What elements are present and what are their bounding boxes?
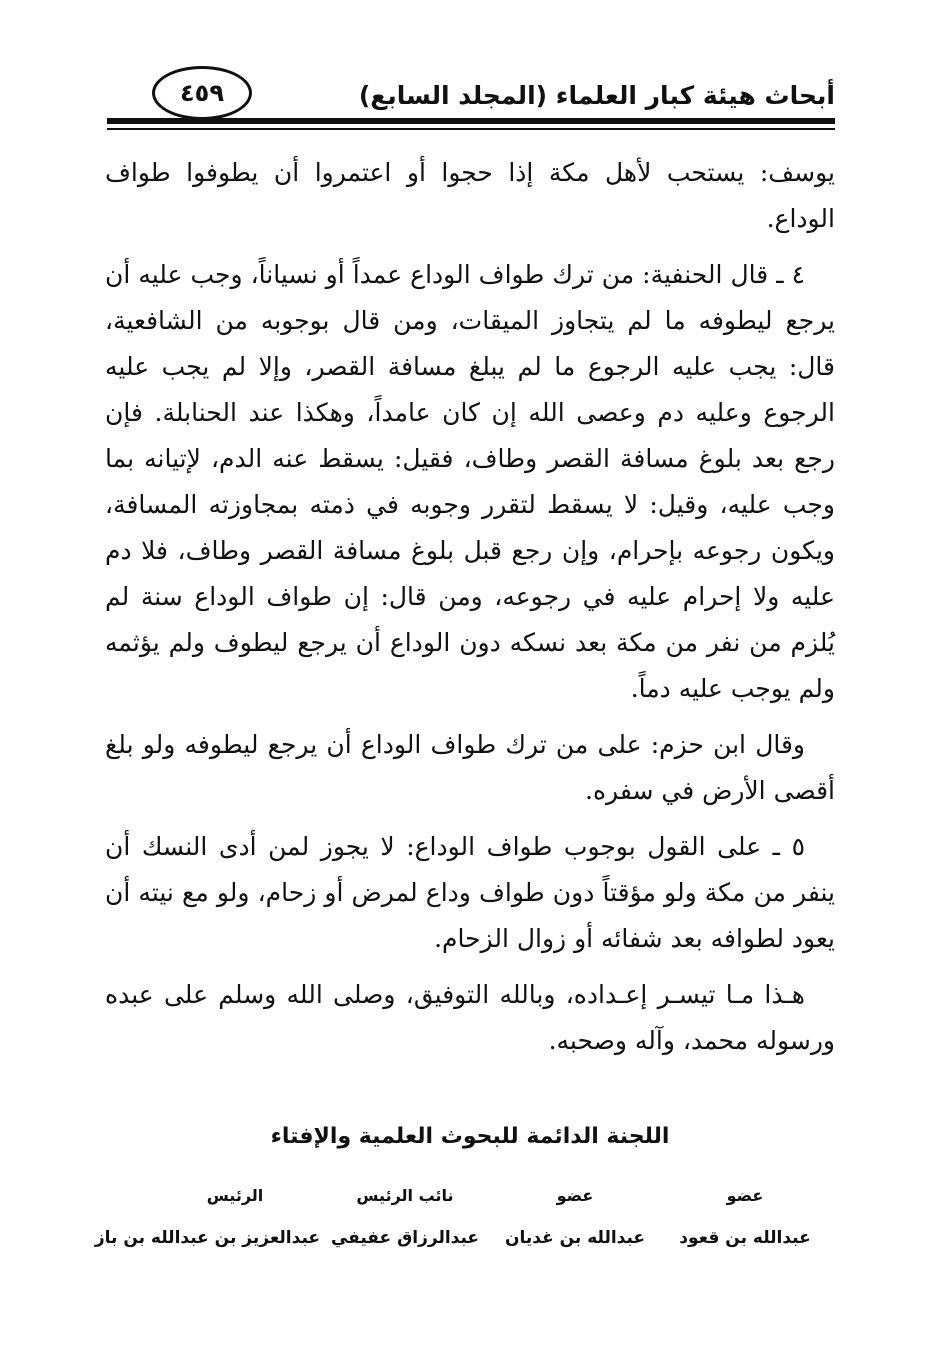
paragraph-5: هـذا مـا تيسـر إعـداده، وبالله التوفيق، وصلى الله وسلم على عبده ورسوله محمد، وآله وصحبه. xyxy=(105,980,835,1055)
paragraph-2: ٤ ـ قال الحنفية: من ترك طواف الوداع عمداً أو نسياناً، وجب عليه أن يرجع ليطوفه ما لم يتجاوز الميقات، ومن قال بوجوبه من الشافعية، قال: يجب عليه الرجوع ما لم يبلغ مسافة القصر، وإلا لم يجب عليه الرجوع وعليه دم وعصى الله إن كان عامداً، وهكذا عند الحنابلة. فإن رجع بعد بلوغ مسافة القصر وطاف، فقيل: يسقط عنه الدم، لإتيانه بما وجب عليه، وقيل: لا يسقط لتقرر وجوبه في ذمته بمجاوزته المسافة، ويكون رجوعه بإحرام، وإن رجع قبل بلوغ مسافة القصر وطاف، فلا دم عليه ولا إحرام عليه في رجوعه، ومن قال: إن طواف الوداع سنة لم يُلزم من نفر من مكة بعد نسكه دون الوداع أن يرجع ليطوف ولم يؤثمه ولم يوجب عليه دماً. xyxy=(105,260,835,703)
signatory-name: عبدالله بن قعود xyxy=(679,1228,811,1248)
paragraph-4: ٥ ـ على القول بوجوب طواف الوداع: لا يجوز لمن أدى النسك أن ينفر من مكة ولو مؤقتاً دون طواف وداع لمرض أو زحام، ولو مع نيته أن يعود لطوافه بعد شفائه أو زوال الزحام. xyxy=(105,832,835,953)
page-number-oval xyxy=(152,66,252,120)
paragraph-3: وقال ابن حزم: على من ترك طواف الوداع أن يرجع ليطوفه ولو بلغ أقصى الأرض في سفره. xyxy=(105,730,835,805)
body-text xyxy=(105,150,835,1074)
paragraph-1: يوسف: يستحب لأهل مكة إذا حجوا أو اعتمروا أن يطوفوا طواف الوداع. xyxy=(105,158,835,233)
header-rule-thin xyxy=(107,128,835,130)
signatory-name: عبدالعزيز بن عبدالله بن باز xyxy=(94,1228,320,1248)
signatory-name: عبدالرزاق عفيفي xyxy=(330,1228,480,1248)
committee-title: اللجنة الدائمة للبحوث العلمية والإفتاء xyxy=(270,1124,670,1149)
signatory-role: الرئيس xyxy=(206,1186,264,1205)
header-rule-thick xyxy=(107,118,835,124)
signatory-role: عضو xyxy=(726,1186,764,1205)
running-header-title: أبحاث هيئة كبار العلماء (المجلد السابع) xyxy=(358,81,835,110)
signatory-name: عبدالله بن غديان xyxy=(504,1228,646,1248)
page-number: ٤٥٩ xyxy=(180,79,224,107)
signatory-roles xyxy=(150,1186,830,1205)
signatory-role: عضو xyxy=(556,1186,594,1205)
signatory-names xyxy=(94,1228,830,1248)
signatory-role: نائب الرئيس xyxy=(356,1186,454,1205)
